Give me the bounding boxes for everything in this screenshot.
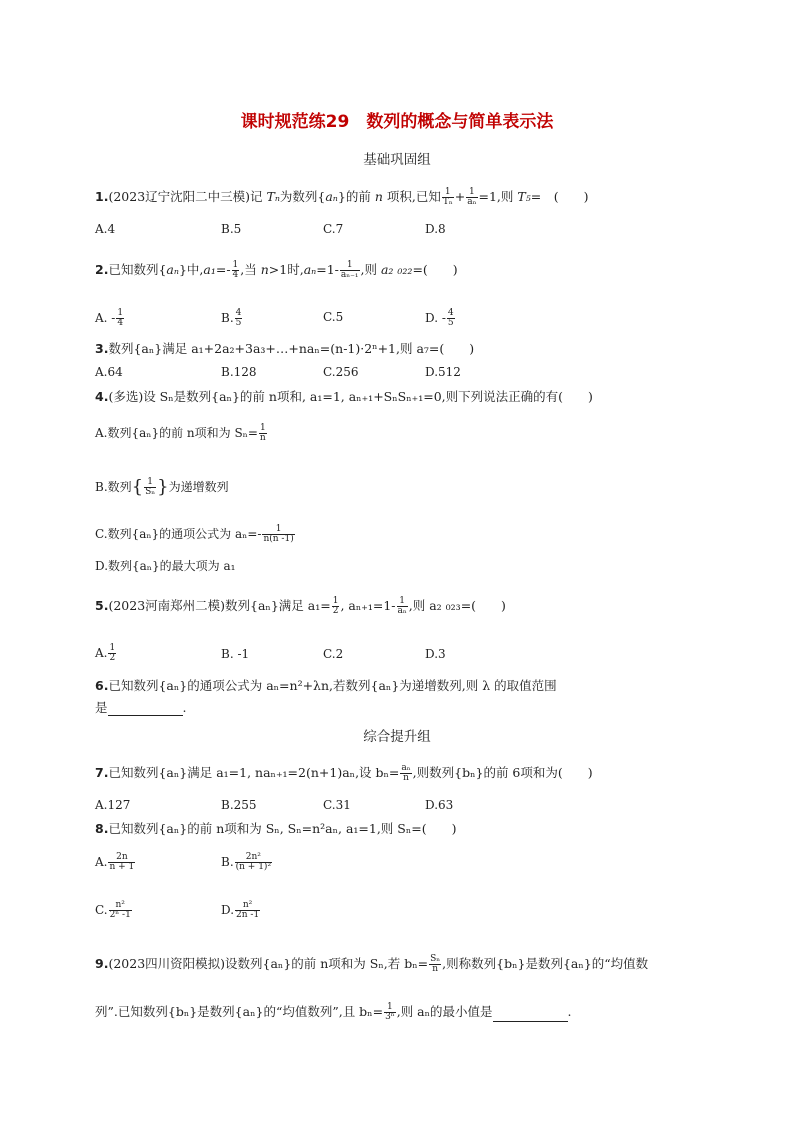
- q8-option-b: B. $\frac{\text{2n²}}{\text{(n + 1)²}}$: [221, 852, 272, 872]
- q5-option-c: C.2: [323, 647, 344, 661]
- q3-option-c: C.256: [323, 365, 359, 379]
- fraction: $\frac{1}{\text{aₙ₋₁}}$: [340, 260, 359, 280]
- q8-option-c: C. $\frac{\text{n²}}{\text{2ⁿ -1}}$: [95, 900, 131, 920]
- section-basic: 基础巩固组: [363, 152, 431, 168]
- fraction: $\frac{1}{\text{aₙ}}$: [467, 187, 477, 207]
- q8-option-d: D. $\frac{\text{n²}}{2n -1}$: [221, 900, 260, 920]
- fraction: $\frac{1}{\text{3ⁿ}}$: [385, 1002, 395, 1022]
- question-6-cont: 是 .: [95, 700, 187, 715]
- q3-option-b: B.128: [221, 365, 257, 379]
- question-1: 1.(2023辽宁沈阳二中三模)记 Tₙ为数列{aₙ}的前 n 项积,已知 $\frac{1}{\text{Tₙ}}$ + $\frac{1}{\text{aₙ}}$ =1,则 T₅= ( ): [95, 187, 589, 207]
- question-3: 3.数列{aₙ}满足 a₁+2a₂+3a₃+…+naₙ=(n-1)·2ⁿ+1,则 a₇=( ): [95, 341, 475, 356]
- page-title: 课时规范练29 数列的概念与简单表示法: [240, 112, 554, 132]
- q1-option-d: D.8: [425, 222, 446, 236]
- q4-option-a: A.数列{aₙ}的前 n项和为 Sₙ= $\frac{1}{n}$: [95, 423, 266, 443]
- question-8: 8.已知数列{aₙ}的前 n项和为 Sₙ, Sₙ=n²aₙ, a₁=1,则 Sₙ=( ): [95, 821, 457, 836]
- q1-option-b: B.5: [221, 222, 242, 236]
- q7-option-b: B.255: [221, 798, 257, 812]
- question-5: 5.(2023河南郑州二模)数列{aₙ}满足 a₁= $\frac{1}{2}$ , aₙ₊₁=1- $\frac{1}{\text{aₙ}}$ ,则 a₂ ₀₂₃=( ): [95, 596, 506, 616]
- q1-option-c: C.7: [323, 222, 344, 236]
- question-6: 6.已知数列{aₙ}的通项公式为 aₙ=n²+λn,若数列{aₙ}为递增数列,则 λ 的取值范围: [95, 678, 557, 693]
- q1-option-a: A.4: [95, 222, 116, 236]
- q2-option-b: B. $\frac{4}{5}$: [221, 308, 242, 328]
- answer-blank[interactable]: [108, 703, 183, 716]
- fraction: $\frac{1}{4}$: [232, 260, 239, 280]
- q2-option-d: D. - $\frac{4}{5}$: [425, 308, 454, 328]
- q8-option-a: A. $\frac{2n}{n + 1}$: [95, 852, 135, 872]
- fraction: $\frac{\text{aₙ}}{n}$: [401, 763, 411, 783]
- q5-option-b: B. -1: [221, 647, 250, 661]
- question-9-cont: 列”.已知数列{bₙ}是数列{aₙ}的“均值数列”,且 bₙ= $\frac{1}{\text{3ⁿ}}$ ,则 aₙ的最小值是 .: [95, 1002, 572, 1022]
- fraction: $\frac{1}{\text{aₙ}}$: [397, 596, 407, 616]
- q3-option-a: A.64: [95, 365, 123, 379]
- fraction: $\frac{1}{\text{Tₙ}}$: [442, 187, 453, 207]
- q2-option-a: A. - $\frac{1}{4}$: [95, 308, 124, 328]
- q7-option-a: A.127: [95, 798, 131, 812]
- fraction: $\frac{1}{2}$: [332, 596, 339, 616]
- question-2: 2.已知数列{aₙ}中,a₁=- $\frac{1}{4}$ ,当 n>1时,aₙ=1- $\frac{1}{\text{aₙ₋₁}}$ ,则 a₂ ₀₂₂=( ): [95, 260, 458, 280]
- question-9: 9.(2023四川资阳模拟)设数列{aₙ}的前 n项和为 Sₙ,若 bₙ= $\frac{\text{Sₙ}}{n}$ ,则称数列{bₙ}是数列{aₙ}的“均值数: [95, 954, 649, 974]
- q4-option-b: B.数列{ $\frac{1}{\text{Sₙ}}$ }为递增数列: [95, 476, 229, 498]
- q4-option-c: C.数列{aₙ}的通项公式为 aₙ=- $\frac{1}{n(n -1)}$: [95, 524, 294, 544]
- question-7: 7.已知数列{aₙ}满足 a₁=1, naₙ₊₁=2(n+1)aₙ,设 bₙ= $\frac{\text{aₙ}}{n}$ ,则数列{bₙ}的前 6项和为( ): [95, 763, 593, 783]
- question-4: 4.(多选)设 Sₙ是数列{aₙ}的前 n项和, a₁=1, aₙ₊₁+SₙSₙ₊₁=0,则下列说法正确的有( ): [95, 389, 593, 404]
- answer-blank[interactable]: [493, 1009, 568, 1022]
- q5-option-d: D.3: [425, 647, 446, 661]
- q7-option-c: C.31: [323, 798, 351, 812]
- q4-option-d: D.数列{aₙ}的最大项为 a₁: [95, 559, 236, 573]
- q7-option-d: D.63: [425, 798, 454, 812]
- section-advanced: 综合提升组: [363, 729, 431, 745]
- q3-option-d: D.512: [425, 365, 461, 379]
- q5-option-a: A. $\frac{1}{2}$: [95, 643, 116, 663]
- q2-option-c: C.5: [323, 310, 344, 324]
- fraction: $\frac{\text{Sₙ}}{n}$: [430, 954, 441, 974]
